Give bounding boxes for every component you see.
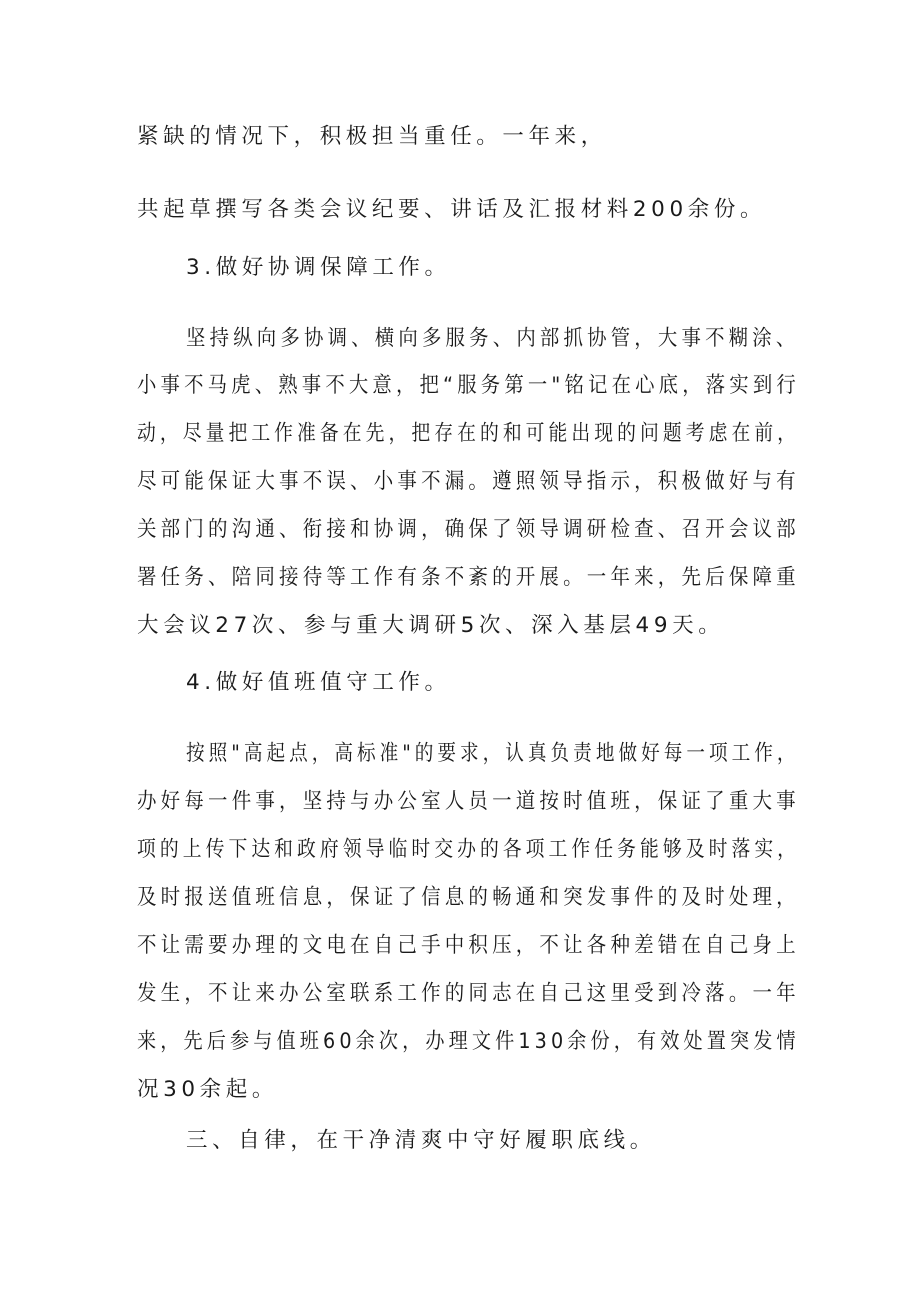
section-heading: 4.做好值班值守工作。 bbox=[186, 670, 451, 695]
text-line: 不让需要办理的文电在自己手中积压，不让各种差错在自己身上 bbox=[137, 933, 800, 958]
text-line: 大会议27次、参与重大调研5次、深入基层49天。 bbox=[137, 613, 725, 638]
section-heading: 三、自律，在干净清爽中守好履职底线。 bbox=[186, 1128, 656, 1153]
text-line: 况30余起。 bbox=[137, 1077, 278, 1102]
text-line: 按照"高起点，高标准"的要求，认真负责地做好每一项工作， bbox=[186, 741, 800, 766]
text-line: 紧缺的情况下，积极担当重任。一年来， bbox=[137, 124, 607, 149]
text-line: 关部门的沟通、衔接和协调，确保了领导调研检查、召开会议部 bbox=[137, 517, 800, 542]
text-line: 坚持纵向多协调、横向多服务、内部抓协管，大事不糊涂、 bbox=[186, 326, 800, 351]
text-line: 发生，不让来办公室联系工作的同志在自己这里受到冷落。一年 bbox=[137, 981, 800, 1006]
text-line: 共起草撰写各类会议纪要、讲话及汇报材料200余份。 bbox=[137, 197, 767, 222]
text-line: 及时报送值班信息，保证了信息的畅通和突发事件的及时处理， bbox=[137, 885, 800, 910]
text-line: 办好每一件事，坚持与办公室人员一道按时值班，保证了重大事 bbox=[137, 789, 800, 814]
text-line: 尽可能保证大事不误、小事不漏。遵照领导指示，积极做好与有 bbox=[137, 469, 800, 494]
section-heading: 3.做好协调保障工作。 bbox=[186, 255, 451, 280]
text-line: 来，先后参与值班60余次，办理文件130余份，有效处置突发情 bbox=[137, 1029, 800, 1054]
text-line: 动，尽量把工作准备在先，把存在的和可能出现的问题考虑在前， bbox=[137, 421, 801, 446]
text-line: 小事不马虎、熟事不大意，把“服务第一"铭记在心底，落实到行 bbox=[137, 373, 800, 398]
text-line: 署任务、陪同接待等工作有条不紊的开展。一年来，先后保障重 bbox=[137, 565, 800, 590]
text-line: 项的上传下达和政府领导临时交办的各项工作任务能够及时落实， bbox=[137, 837, 801, 862]
